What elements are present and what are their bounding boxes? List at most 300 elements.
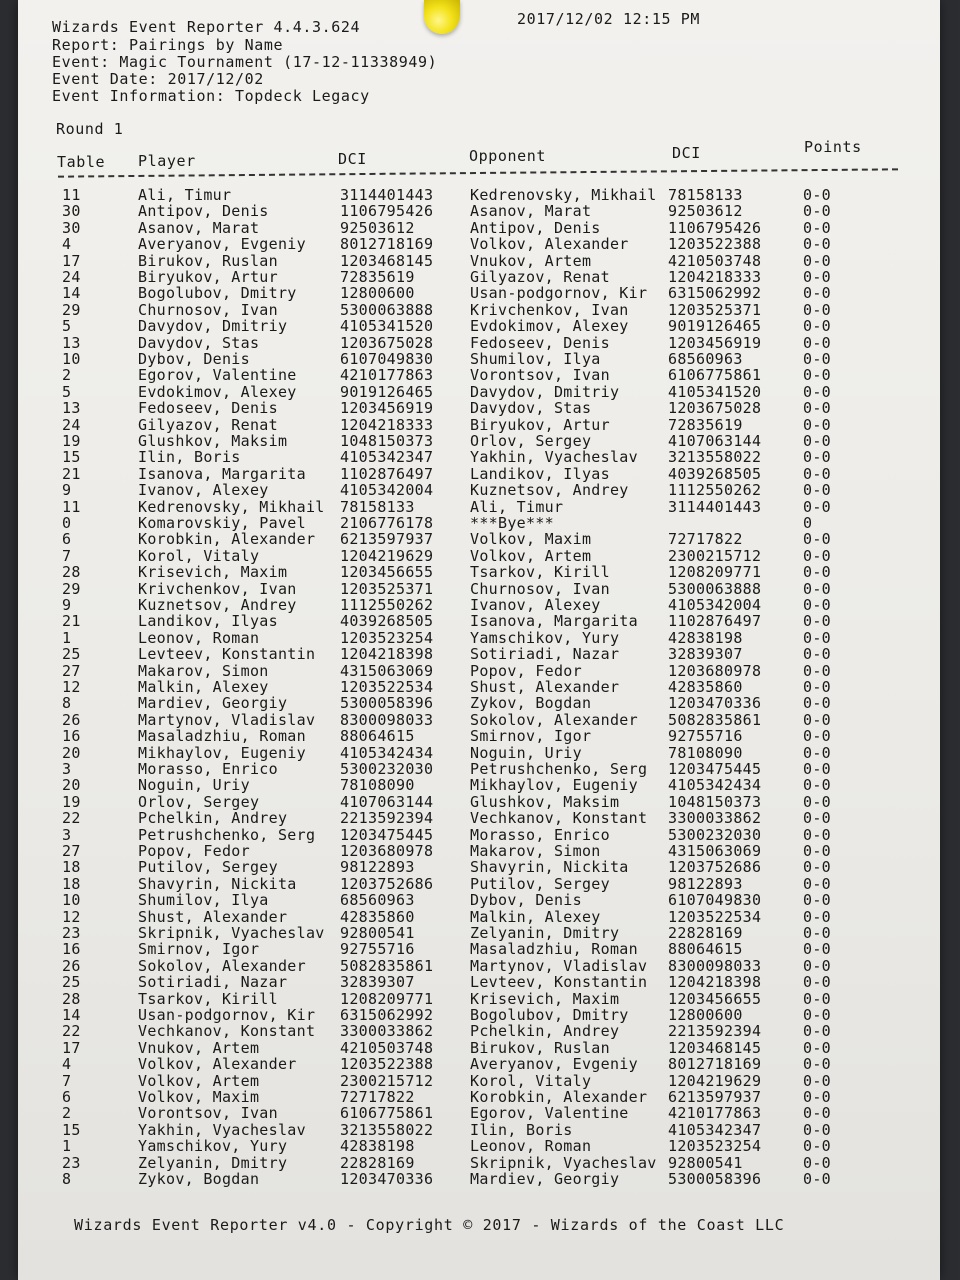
row-opponent: Martynov, Vladislav	[470, 956, 648, 975]
table-row	[0, 1154, 960, 1170]
table-row	[0, 612, 960, 631]
row-player-dci: 72835619	[340, 268, 415, 286]
row-points: 0-0	[803, 1170, 831, 1188]
row-opponent-dci: 1208209771	[668, 563, 762, 582]
row-player: Malkin, Alexey	[138, 678, 269, 696]
row-opponent: Malkin, Alexey	[470, 907, 601, 926]
row-table: 22	[62, 1022, 81, 1041]
row-opponent-dci: 4210503748	[668, 251, 762, 270]
row-table: 11	[62, 186, 81, 204]
row-player-dci: 3213558022	[340, 1120, 434, 1139]
row-player: Martynov, Vladislav	[138, 710, 316, 729]
row-points: 0-0	[803, 940, 831, 959]
row-player-dci: 98122893	[340, 858, 415, 877]
row-opponent: Petrushchenko, Serg	[470, 760, 648, 778]
row-player: Sokolov, Alexander	[138, 956, 306, 975]
row-player-dci: 1203675028	[340, 333, 434, 352]
row-opponent: Zelyanin, Dmitry	[470, 924, 620, 942]
row-table: 1	[62, 1137, 72, 1156]
row-opponent: Egorov, Valentine	[470, 1104, 629, 1123]
row-table: 1	[62, 628, 72, 647]
row-opponent-dci: 78108090	[668, 743, 743, 762]
row-table: 29	[62, 579, 81, 598]
row-opponent: Yakhin, Vyacheslav	[470, 448, 638, 467]
row-opponent: Sotiriadi, Nazar	[470, 645, 620, 664]
row-points: 0-0	[803, 612, 831, 631]
row-player-dci: 4105341520	[340, 317, 434, 336]
row-player: Ivanov, Alexey	[138, 481, 269, 500]
table-row	[0, 399, 960, 418]
table-row	[0, 1039, 960, 1055]
row-points: 0-0	[803, 251, 831, 270]
table-row	[0, 858, 960, 877]
row-opponent-dci: 6315062992	[668, 284, 762, 303]
row-player: Volkov, Maxim	[138, 1088, 260, 1106]
row-player-dci: 8012718169	[340, 235, 434, 254]
table-row	[0, 1022, 960, 1041]
row-player-dci: 2213592394	[340, 809, 434, 828]
row-points: 0-0	[803, 661, 831, 680]
table-row	[0, 383, 960, 399]
row-opponent: Korol, Vitaly	[470, 1071, 592, 1090]
row-opponent: Glushkov, Maksim	[470, 792, 620, 811]
table-row	[0, 514, 960, 530]
row-player-dci: 1203456919	[340, 399, 434, 418]
row-table: 10	[62, 891, 81, 910]
row-opponent-dci: 4105341520	[668, 382, 762, 401]
row-opponent: Orlov, Sergey	[470, 432, 592, 450]
row-opponent-dci: 1048150373	[668, 792, 762, 811]
row-opponent: Skripnik, Vyacheslav	[470, 1153, 657, 1172]
row-table: 26	[62, 710, 81, 729]
row-points: 0-0	[803, 432, 831, 450]
row-player-dci: 68560963	[340, 891, 415, 910]
row-player: Averyanov, Evgeniy	[138, 235, 306, 254]
row-table: 24	[62, 415, 81, 434]
row-opponent-dci: 42835860	[668, 678, 743, 696]
row-player-dci: 12800600	[340, 284, 415, 303]
row-player-dci: 88064615	[340, 727, 415, 746]
row-table: 27	[62, 661, 81, 680]
row-opponent-dci: 9019126465	[668, 317, 762, 336]
row-points: 0-0	[803, 464, 831, 483]
row-player: Korol, Vitaly	[138, 546, 260, 565]
row-table: 30	[62, 218, 81, 237]
row-opponent-dci: 1203752686	[668, 858, 762, 877]
row-table: 17	[62, 1038, 81, 1057]
table-row	[0, 186, 960, 202]
row-opponent-dci: 6213597937	[668, 1088, 762, 1106]
table-row	[0, 1137, 960, 1156]
row-opponent-dci: 1203522534	[668, 907, 762, 926]
event-date-line: Event Date: 2017/12/02	[52, 70, 264, 88]
row-player: Volkov, Alexander	[138, 1055, 297, 1074]
row-points: 0-0	[803, 858, 831, 877]
row-opponent-dci: 92755716	[668, 727, 743, 746]
row-player-dci: 32839307	[340, 973, 415, 992]
row-opponent-dci: 3300033862	[668, 809, 762, 828]
row-opponent-dci: 1112550262	[668, 481, 762, 500]
row-player: Birukov, Ruslan	[138, 251, 278, 270]
row-opponent-dci: 8012718169	[668, 1055, 762, 1074]
row-points: 0-0	[803, 1022, 831, 1041]
row-player-dci: 4210177863	[340, 366, 434, 385]
row-player-dci: 1208209771	[340, 989, 434, 1008]
row-opponent: Krivchenkov, Ivan	[470, 300, 629, 319]
row-player: Morasso, Enrico	[138, 760, 278, 778]
row-opponent: Smirnov, Igor	[470, 727, 592, 746]
row-player-dci: 1203525371	[340, 579, 434, 598]
table-row	[0, 235, 960, 254]
row-table: 7	[62, 1071, 72, 1090]
row-opponent-dci: 22828169	[668, 924, 743, 942]
row-player: Shust, Alexander	[138, 907, 288, 926]
row-player-dci: 1048150373	[340, 432, 434, 450]
table-row	[0, 711, 960, 727]
row-player: Bogolubov, Dmitry	[138, 284, 297, 303]
row-table: 13	[62, 399, 81, 418]
row-points: 0-0	[803, 874, 831, 893]
row-opponent: Isanova, Margarita	[470, 612, 638, 631]
row-points: 0-0	[803, 989, 831, 1008]
row-points: 0-0	[803, 1071, 831, 1090]
row-points: 0-0	[803, 333, 831, 352]
row-opponent: Morasso, Enrico	[470, 825, 610, 844]
row-opponent-dci: 88064615	[668, 940, 743, 959]
row-table: 23	[62, 1153, 81, 1172]
row-table: 19	[62, 432, 81, 450]
row-points: 0-0	[803, 1153, 831, 1172]
row-player-dci: 6106775861	[340, 1104, 434, 1123]
row-table: 28	[62, 563, 81, 582]
row-opponent: Landikov, Ilyas	[470, 464, 610, 483]
row-opponent: Pchelkin, Andrey	[470, 1022, 620, 1041]
row-points: 0-0	[803, 1038, 831, 1057]
row-opponent: Sokolov, Alexander	[470, 710, 638, 729]
table-row	[0, 465, 960, 481]
row-player: Kedrenovsky, Mikhail	[138, 497, 325, 516]
row-points: 0-0	[803, 628, 831, 647]
row-player: Zykov, Bogdan	[138, 1170, 260, 1188]
row-opponent: Churnosov, Ivan	[470, 579, 610, 598]
row-opponent-dci: 5082835861	[668, 710, 762, 729]
row-table: 5	[62, 317, 72, 336]
row-opponent-dci: 2213592394	[668, 1022, 762, 1041]
table-row	[0, 580, 960, 596]
row-player-dci: 72717822	[340, 1088, 415, 1106]
row-opponent-dci: 12800600	[668, 1006, 743, 1024]
row-player-dci: 1203680978	[340, 842, 434, 860]
row-player: Egorov, Valentine	[138, 366, 297, 385]
row-table: 16	[62, 727, 81, 746]
row-player-dci: 1112550262	[340, 596, 434, 614]
row-points: 0-0	[803, 579, 831, 598]
round-label: Round 1	[56, 120, 124, 138]
row-table: 22	[62, 809, 81, 828]
row-player: Smirnov, Igor	[138, 940, 260, 959]
row-points: 0-0	[803, 727, 831, 746]
row-opponent: ***Bye***	[470, 514, 554, 532]
row-player: Glushkov, Maksim	[138, 432, 288, 450]
row-opponent: Masaladzhiu, Roman	[470, 940, 638, 959]
row-table: 30	[62, 202, 81, 221]
row-player: Fedoseev, Denis	[138, 399, 278, 418]
row-opponent: Averyanov, Evgeniy	[470, 1055, 638, 1074]
row-player: Biryukov, Artur	[138, 268, 278, 286]
row-player: Antipov, Denis	[138, 202, 269, 221]
row-points: 0-0	[803, 1137, 831, 1156]
table-row	[0, 334, 960, 350]
row-player-dci: 1203523254	[340, 628, 434, 647]
row-table: 6	[62, 530, 72, 549]
row-player: Pchelkin, Andrey	[138, 809, 288, 828]
row-opponent-dci: 5300063888	[668, 579, 762, 598]
table-row	[0, 990, 960, 1006]
row-player: Isanova, Margarita	[138, 464, 306, 483]
row-opponent-dci: 1203680978	[668, 661, 762, 680]
table-row	[0, 940, 960, 959]
row-opponent-dci: 72835619	[668, 415, 743, 434]
row-points: 0-0	[803, 481, 831, 500]
table-row	[0, 776, 960, 795]
row-opponent-dci: 1203675028	[668, 399, 762, 418]
table-row	[0, 908, 960, 924]
table-row	[0, 1104, 960, 1123]
row-player-dci: 1203522388	[340, 1055, 434, 1074]
column-header-table: Table	[57, 153, 106, 171]
row-player: Vechkanov, Konstant	[138, 1022, 316, 1041]
row-table: 0	[62, 514, 72, 532]
row-opponent: Shavyrin, Nickita	[470, 858, 629, 877]
report-app-line: Wizards Event Reporter 4.4.3.624	[52, 18, 361, 36]
row-player: Yakhin, Vyacheslav	[138, 1120, 306, 1139]
row-player-dci: 9019126465	[340, 382, 434, 401]
row-player-dci: 3114401443	[340, 186, 434, 204]
row-player: Shavyrin, Nickita	[138, 874, 297, 893]
row-points: 0-0	[803, 596, 831, 614]
row-opponent-dci: 4105342347	[668, 1120, 762, 1139]
column-header-player: Player	[138, 152, 196, 170]
report-datetime: 2017/12/02 12:15 PM	[517, 10, 700, 28]
row-opponent-dci: 1203523254	[668, 1137, 762, 1156]
row-points: 0-0	[803, 382, 831, 401]
table-row	[0, 1121, 960, 1137]
row-player: Yamschikov, Yury	[138, 1137, 288, 1156]
row-opponent-dci: 1203470336	[668, 694, 762, 713]
row-player: Dybov, Denis	[138, 350, 250, 368]
table-row	[0, 317, 960, 336]
row-table: 12	[62, 678, 81, 696]
row-opponent: Krisevich, Maxim	[470, 989, 620, 1008]
row-points: 0-0	[803, 186, 831, 204]
table-row	[0, 1088, 960, 1104]
column-header-opponent: Opponent	[469, 147, 547, 165]
row-player: Vnukov, Artem	[138, 1038, 260, 1057]
row-opponent: Yamschikov, Yury	[470, 628, 620, 647]
row-points: 0-0	[803, 530, 831, 549]
row-opponent-dci: 1204218398	[668, 973, 762, 992]
table-row	[0, 366, 960, 385]
table-row	[0, 645, 960, 664]
row-player: Leonov, Roman	[138, 628, 260, 647]
row-points: 0-0	[803, 268, 831, 286]
table-row	[0, 727, 960, 746]
row-points: 0-0	[803, 710, 831, 729]
table-row	[0, 760, 960, 776]
row-player-dci: 5082835861	[340, 956, 434, 975]
table-row	[0, 432, 960, 448]
table-row	[0, 891, 960, 910]
table-row	[0, 1055, 960, 1074]
row-opponent-dci: 1203522388	[668, 235, 762, 254]
table-row	[0, 924, 960, 940]
row-opponent-dci: 5300058396	[668, 1170, 762, 1188]
table-row	[0, 875, 960, 891]
row-opponent-dci: 72717822	[668, 530, 743, 549]
row-opponent-dci: 68560963	[668, 350, 743, 368]
table-row	[0, 973, 960, 992]
table-row	[0, 678, 960, 694]
row-table: 21	[62, 612, 81, 631]
row-opponent: Tsarkov, Kirill	[470, 563, 610, 582]
table-row	[0, 826, 960, 842]
row-points: 0-0	[803, 366, 831, 385]
table-row	[0, 284, 960, 303]
row-opponent-dci: 4315063069	[668, 842, 762, 860]
row-opponent-dci: 1106795426	[668, 218, 762, 237]
row-player-dci: 92503612	[340, 218, 415, 237]
row-player-dci: 78108090	[340, 776, 415, 795]
row-opponent: Popov, Fedor	[470, 661, 582, 680]
row-player-dci: 4107063144	[340, 792, 434, 811]
row-player: Putilov, Sergey	[138, 858, 278, 877]
row-opponent-dci: 4210177863	[668, 1104, 762, 1123]
row-player-dci: 4210503748	[340, 1038, 434, 1057]
row-table: 16	[62, 940, 81, 959]
row-player-dci: 6213597937	[340, 530, 434, 549]
row-table: 15	[62, 1120, 81, 1139]
row-opponent-dci: 1204219629	[668, 1071, 762, 1090]
row-table: 21	[62, 464, 81, 483]
row-player: Vorontsov, Ivan	[138, 1104, 278, 1123]
row-table: 29	[62, 300, 81, 319]
row-opponent-dci: 1203456655	[668, 989, 762, 1008]
row-table: 2	[62, 366, 72, 385]
row-player: Levteev, Konstantin	[138, 645, 316, 664]
row-opponent: Birukov, Ruslan	[470, 1038, 610, 1057]
row-table: 7	[62, 546, 72, 565]
row-player: Churnosov, Ivan	[138, 300, 278, 319]
row-opponent-dci: 1204218333	[668, 268, 762, 286]
table-row	[0, 662, 960, 678]
row-table: 26	[62, 956, 81, 975]
row-player-dci: 6107049830	[340, 350, 434, 368]
row-points: 0-0	[803, 300, 831, 319]
row-opponent: Vorontsov, Ivan	[470, 366, 610, 385]
table-row	[0, 219, 960, 235]
row-points: 0-0	[803, 399, 831, 418]
row-opponent-dci: 1203525371	[668, 300, 762, 319]
row-opponent: Dybov, Denis	[470, 891, 582, 910]
row-player: Landikov, Ilyas	[138, 612, 278, 631]
row-points: 0-0	[803, 842, 831, 860]
row-opponent: Mardiev, Georgiy	[470, 1170, 620, 1188]
row-opponent-dci: 4105342004	[668, 596, 762, 614]
table-row	[0, 842, 960, 858]
row-player-dci: 4105342004	[340, 481, 434, 500]
row-table: 20	[62, 776, 81, 795]
row-opponent: Zykov, Bogdan	[470, 694, 592, 713]
row-opponent: Makarov, Simon	[470, 842, 601, 860]
row-opponent: Vnukov, Artem	[470, 251, 592, 270]
row-points: 0-0	[803, 776, 831, 795]
row-player: Petrushchenko, Serg	[138, 825, 316, 844]
row-table: 9	[62, 481, 72, 500]
row-points: 0-0	[803, 284, 831, 303]
row-opponent: Volkov, Artem	[470, 546, 592, 565]
table-row	[0, 350, 960, 366]
row-opponent: Davydov, Stas	[470, 399, 592, 418]
row-points: 0-0	[803, 956, 831, 975]
row-table: 27	[62, 842, 81, 860]
table-row	[0, 793, 960, 809]
table-row	[0, 563, 960, 582]
row-opponent-dci: 6106775861	[668, 366, 762, 385]
row-player: Korobkin, Alexander	[138, 530, 316, 549]
table-row	[0, 809, 960, 828]
row-player-dci: 3300033862	[340, 1022, 434, 1041]
row-table: 20	[62, 743, 81, 762]
row-player: Tsarkov, Kirill	[138, 989, 278, 1008]
row-table: 23	[62, 924, 81, 942]
row-opponent-dci: 5300232030	[668, 825, 762, 844]
row-table: 19	[62, 792, 81, 811]
row-table: 5	[62, 382, 72, 401]
row-table: 14	[62, 284, 81, 303]
row-player: Komarovskiy, Pavel	[138, 514, 306, 532]
table-row	[0, 448, 960, 467]
row-points: 0-0	[803, 678, 831, 696]
row-table: 12	[62, 907, 81, 926]
row-opponent-dci: 4039268505	[668, 464, 762, 483]
row-points: 0-0	[803, 760, 831, 778]
row-opponent: Shumilov, Ilya	[470, 350, 601, 368]
table-row	[0, 1170, 960, 1186]
row-player-dci: 1203475445	[340, 825, 434, 844]
row-opponent: Shust, Alexander	[470, 678, 620, 696]
row-opponent-dci: 1203468145	[668, 1038, 762, 1057]
row-player-dci: 22828169	[340, 1153, 415, 1172]
row-points: 0-0	[803, 317, 831, 336]
row-opponent: Bogolubov, Dmitry	[470, 1006, 629, 1024]
table-row	[0, 530, 960, 549]
row-player-dci: 1204219629	[340, 546, 434, 565]
row-player-dci: 1203470336	[340, 1170, 434, 1188]
row-player-dci: 4105342347	[340, 448, 434, 467]
row-player-dci: 1204218333	[340, 415, 434, 434]
row-points: 0-0	[803, 1120, 831, 1139]
row-opponent: Kedrenovsky, Mikhail	[470, 186, 657, 204]
row-player: Mikhaylov, Eugeniy	[138, 743, 306, 762]
row-player: Volkov, Artem	[138, 1071, 260, 1090]
table-row	[0, 481, 960, 500]
row-player-dci: 4105342434	[340, 743, 434, 762]
footer-copyright: Wizards Event Reporter v4.0 - Copyright © 2017 - Wizards of the Coast LLC	[74, 1216, 785, 1234]
table-row	[0, 202, 960, 221]
row-player-dci: 92755716	[340, 940, 415, 959]
row-player: Ilin, Boris	[138, 448, 241, 467]
row-player: Orlov, Sergey	[138, 792, 260, 811]
